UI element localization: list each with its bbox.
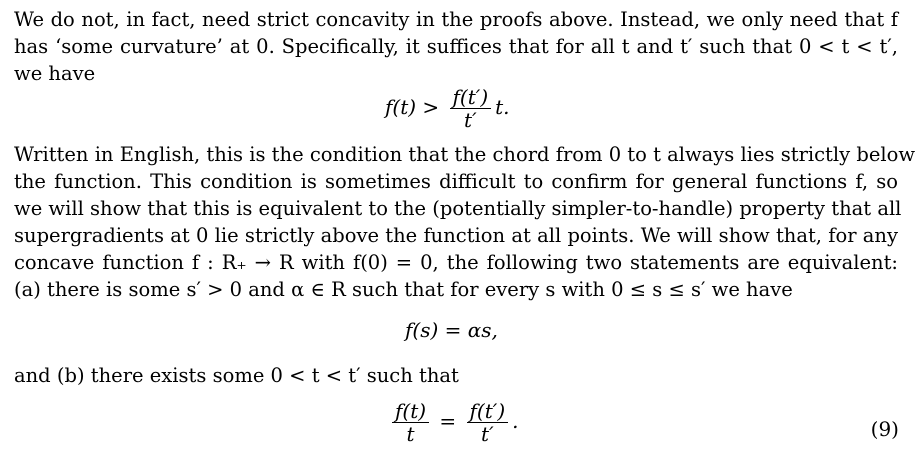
- equation-3-fraction-left: [392, 400, 429, 445]
- paragraph-3-line-1: and (b) there exists some 0 < t < t′ such that: [14, 364, 459, 387]
- equation-1: [385, 86, 510, 131]
- paragraph-3: [14, 362, 898, 389]
- equation-3-denominator-right: t′: [481, 422, 494, 446]
- equation-1-tail: t.: [495, 95, 510, 119]
- paragraph-1-line-2: has ‘some curvature’ at 0. Specifically, it suffices that for all t and t′ such that 0 < t < t′,: [14, 35, 898, 58]
- paragraph-1-line-3: we have: [14, 62, 96, 85]
- equation-1-fraction: [450, 86, 492, 131]
- paragraph-2: [14, 141, 915, 303]
- equation-3-tail: .: [512, 409, 519, 433]
- equation-3-equals: =: [439, 409, 457, 433]
- equation-number: (9): [870, 417, 899, 441]
- paragraph-2-line-6: (a) there is some s′ > 0 and α ∈ R such that for every s with 0 ≤ s ≤ s′ we have: [14, 278, 793, 301]
- paragraph-2-line-4: supergradients at 0 lie strictly above the function at all points. We will show that, for any: [14, 224, 898, 247]
- paragraph-2-line-5: concave function f : R₊ → R with f(0) = 0, the following two statements are equivalent:: [14, 251, 898, 274]
- equation-3-denominator-left: t: [406, 422, 415, 446]
- equation-3-numerator-right: f(t′): [467, 400, 509, 423]
- equation-3-numerator-left: f(t): [392, 400, 429, 423]
- equation-1-lhs: f(t) >: [385, 95, 440, 119]
- paragraph-1: [14, 6, 898, 87]
- equation-1-denominator: t′: [464, 108, 477, 132]
- paragraph-1-line-1: We do not, in fact, need strict concavity in the proofs above. Instead, we only need that f: [14, 8, 898, 31]
- equation-3-fraction-right: [467, 400, 509, 445]
- equation-3: [388, 400, 518, 445]
- paragraph-2-line-3: we will show that this is equivalent to the (potentially simpler-to-handle) property that all: [14, 197, 902, 220]
- equation-2: [405, 318, 498, 342]
- paragraph-2-line-2: the function. This condition is sometimes difficult to confirm for general functions f, so: [14, 170, 898, 193]
- equation-1-numerator: f(t′): [450, 86, 492, 109]
- paragraph-2-line-1: Written in English, this is the condition that the chord from 0 to t always lies strictly below: [14, 143, 915, 166]
- equation-2-body: f(s) = αs,: [405, 318, 498, 342]
